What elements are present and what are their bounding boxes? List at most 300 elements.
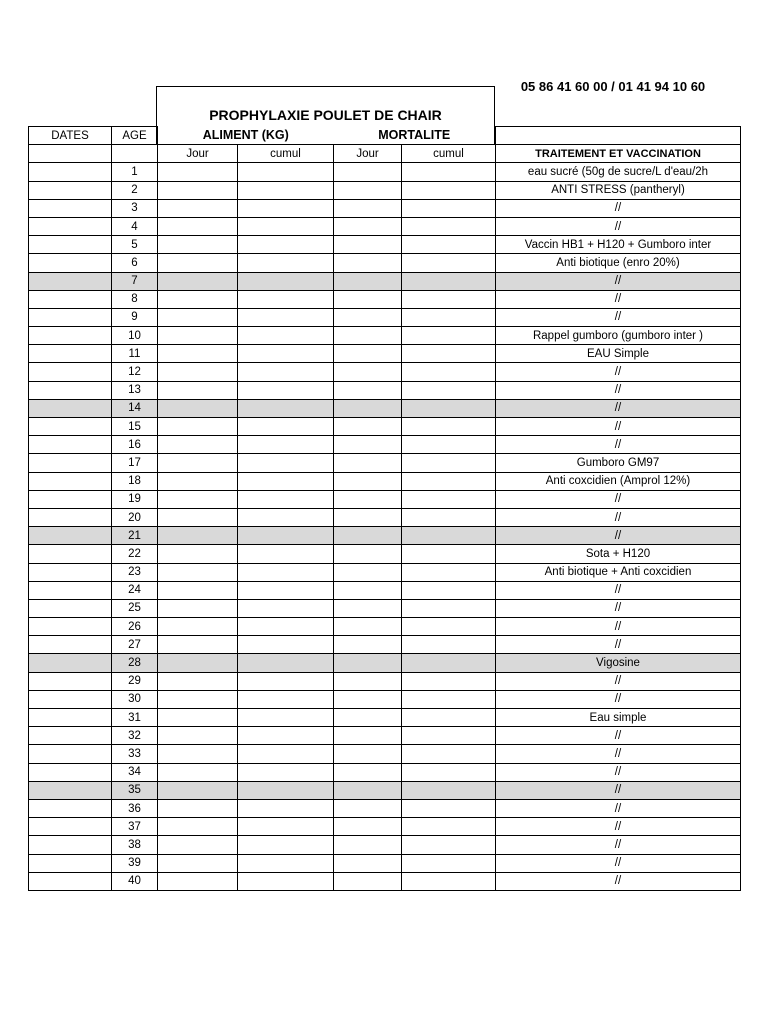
aliment-cumul-cell [238, 727, 334, 745]
mortalite-jour-cell [334, 599, 402, 617]
aliment-jour-cell [158, 545, 238, 563]
treatment-cell: Sota + H120 [496, 545, 741, 563]
mortalite-jour-cell [334, 836, 402, 854]
table-row [29, 854, 741, 872]
aliment-jour-cell [158, 654, 238, 672]
table-row [29, 781, 741, 799]
table-row [29, 581, 741, 599]
aliment-cumul-cell [238, 363, 334, 381]
treatment-cell: // [496, 799, 741, 817]
date-cell [29, 563, 112, 581]
mortalite-jour-cell [334, 199, 402, 217]
table-row [29, 472, 741, 490]
aliment-jour-cell [158, 454, 238, 472]
aliment-jour-header: Jour [158, 145, 238, 163]
age-cell: 26 [112, 618, 158, 636]
date-cell [29, 181, 112, 199]
aliment-jour-cell [158, 199, 238, 217]
aliment-cumul-cell [238, 418, 334, 436]
age-cell: 7 [112, 272, 158, 290]
table-row [29, 618, 741, 636]
treatment-cell: Rappel gumboro (gumboro inter ) [496, 327, 741, 345]
aliment-jour-cell [158, 217, 238, 235]
aliment-jour-cell [158, 381, 238, 399]
aliment-cumul-cell [238, 381, 334, 399]
treatment-cell: Vaccin HB1 + H120 + Gumboro inter [496, 236, 741, 254]
mortalite-jour-cell [334, 454, 402, 472]
mortalite-jour-cell [334, 672, 402, 690]
aliment-cumul-cell [238, 527, 334, 545]
age-cell: 14 [112, 399, 158, 417]
treatment-cell: // [496, 527, 741, 545]
mortalite-cumul-cell [402, 763, 496, 781]
aliment-jour-cell [158, 872, 238, 890]
treatment-cell: Eau simple [496, 709, 741, 727]
aliment-cumul-cell [238, 618, 334, 636]
mortalite-jour-cell [334, 709, 402, 727]
age-cell: 36 [112, 799, 158, 817]
aliment-cumul-cell [238, 345, 334, 363]
header-row-1 [29, 127, 741, 145]
mortalite-jour-cell [334, 490, 402, 508]
treatment-cell: // [496, 818, 741, 836]
mortalite-cumul-cell [402, 618, 496, 636]
table-row [29, 345, 741, 363]
mortalite-jour-cell [334, 327, 402, 345]
treatment-cell: // [496, 727, 741, 745]
table-row [29, 290, 741, 308]
aliment-cumul-cell [238, 763, 334, 781]
table-row [29, 799, 741, 817]
date-cell [29, 363, 112, 381]
mortalite-jour-cell [334, 636, 402, 654]
age-cell: 20 [112, 508, 158, 526]
header-row-2 [29, 145, 741, 163]
mortalite-cumul-cell [402, 854, 496, 872]
treatment-cell: // [496, 836, 741, 854]
age-cell: 5 [112, 236, 158, 254]
mortalite-jour-cell [334, 308, 402, 326]
treatment-cell: // [496, 690, 741, 708]
treatment-cell: // [496, 508, 741, 526]
dates-subheader [29, 145, 112, 163]
mortalite-jour-cell [334, 508, 402, 526]
aliment-jour-cell [158, 636, 238, 654]
age-cell: 11 [112, 345, 158, 363]
mortalite-cumul-cell [402, 345, 496, 363]
treatment-cell: Gumboro GM97 [496, 454, 741, 472]
age-cell: 19 [112, 490, 158, 508]
mortalite-jour-cell [334, 581, 402, 599]
table-row [29, 454, 741, 472]
table-row [29, 181, 741, 199]
treatment-cell: // [496, 399, 741, 417]
table-row [29, 872, 741, 890]
table-row [29, 363, 741, 381]
treatment-cell: // [496, 599, 741, 617]
aliment-cumul-cell [238, 690, 334, 708]
date-cell [29, 308, 112, 326]
aliment-jour-cell [158, 363, 238, 381]
treatment-cell: // [496, 636, 741, 654]
age-cell: 28 [112, 654, 158, 672]
treatment-cell: // [496, 781, 741, 799]
mortalite-cumul-cell [402, 581, 496, 599]
date-cell [29, 418, 112, 436]
age-cell: 27 [112, 636, 158, 654]
mortalite-jour-cell [334, 545, 402, 563]
table-row [29, 399, 741, 417]
treatment-header: TRAITEMENT ET VACCINATION [496, 145, 741, 163]
treatment-cell: Anti biotique + Anti coxcidien [496, 563, 741, 581]
aliment-jour-cell [158, 672, 238, 690]
aliment-jour-cell [158, 472, 238, 490]
table-row [29, 272, 741, 290]
age-cell: 31 [112, 709, 158, 727]
age-cell: 6 [112, 254, 158, 272]
aliment-cumul-cell [238, 818, 334, 836]
age-cell: 16 [112, 436, 158, 454]
treatment-cell: Vigosine [496, 654, 741, 672]
mortalite-jour-cell [334, 254, 402, 272]
treatment-cell: // [496, 490, 741, 508]
date-cell [29, 199, 112, 217]
mortalite-jour-cell [334, 745, 402, 763]
mortalite-jour-cell [334, 418, 402, 436]
aliment-jour-cell [158, 272, 238, 290]
treatment-cell: // [496, 436, 741, 454]
aliment-cumul-cell [238, 290, 334, 308]
aliment-jour-cell [158, 745, 238, 763]
aliment-cumul-cell [238, 508, 334, 526]
age-cell: 24 [112, 581, 158, 599]
mortalite-jour-cell [334, 781, 402, 799]
table-row [29, 490, 741, 508]
mortalite-cumul-cell [402, 236, 496, 254]
table-row [29, 163, 741, 181]
table-row [29, 381, 741, 399]
mortalite-cumul-cell [402, 399, 496, 417]
mortalite-jour-cell [334, 363, 402, 381]
date-cell [29, 527, 112, 545]
age-cell: 4 [112, 217, 158, 235]
mortalite-jour-cell [334, 290, 402, 308]
age-cell: 3 [112, 199, 158, 217]
age-cell: 12 [112, 363, 158, 381]
mortalite-jour-cell [334, 399, 402, 417]
age-cell: 39 [112, 854, 158, 872]
date-cell [29, 545, 112, 563]
aliment-cumul-cell [238, 636, 334, 654]
prophylaxis-table [28, 126, 741, 891]
mortalite-cumul-cell [402, 527, 496, 545]
date-cell [29, 290, 112, 308]
table-row [29, 418, 741, 436]
table-row [29, 745, 741, 763]
table-row [29, 599, 741, 617]
table-row [29, 436, 741, 454]
aliment-cumul-header: cumul [238, 145, 334, 163]
date-cell [29, 672, 112, 690]
mortalite-cumul-cell [402, 308, 496, 326]
aliment-jour-cell [158, 308, 238, 326]
aliment-jour-cell [158, 836, 238, 854]
table-row [29, 709, 741, 727]
date-cell [29, 399, 112, 417]
mortalite-cumul-cell [402, 636, 496, 654]
treatment-cell: // [496, 581, 741, 599]
treatment-cell: ANTI STRESS (pantheryl) [496, 181, 741, 199]
date-cell [29, 381, 112, 399]
mortalite-cumul-cell [402, 745, 496, 763]
table-row [29, 836, 741, 854]
aliment-jour-cell [158, 327, 238, 345]
age-header: AGE [112, 127, 158, 145]
treatment-cell: // [496, 272, 741, 290]
age-cell: 13 [112, 381, 158, 399]
aliment-cumul-cell [238, 199, 334, 217]
treatment-cell: // [496, 854, 741, 872]
mortalite-jour-cell [334, 436, 402, 454]
aliment-cumul-cell [238, 599, 334, 617]
age-cell: 2 [112, 181, 158, 199]
phone-numbers: 05 86 41 60 00 / 01 41 94 10 60 [520, 79, 706, 94]
age-cell: 10 [112, 327, 158, 345]
aliment-jour-cell [158, 763, 238, 781]
mortalite-header: MORTALITE [334, 127, 496, 145]
aliment-jour-cell [158, 527, 238, 545]
date-cell [29, 472, 112, 490]
aliment-cumul-cell [238, 472, 334, 490]
aliment-cumul-cell [238, 454, 334, 472]
mortalite-jour-cell [334, 690, 402, 708]
table-row [29, 527, 741, 545]
mortalite-cumul-cell [402, 181, 496, 199]
aliment-cumul-cell [238, 654, 334, 672]
aliment-cumul-cell [238, 236, 334, 254]
table-row [29, 763, 741, 781]
page-title: PROPHYLAXIE POULET DE CHAIR [209, 107, 442, 123]
aliment-jour-cell [158, 399, 238, 417]
aliment-cumul-cell [238, 545, 334, 563]
date-cell [29, 599, 112, 617]
age-cell: 15 [112, 418, 158, 436]
date-cell [29, 508, 112, 526]
mortalite-jour-cell [334, 727, 402, 745]
mortalite-cumul-cell [402, 472, 496, 490]
mortalite-cumul-cell [402, 272, 496, 290]
treatment-cell: // [496, 381, 741, 399]
mortalite-cumul-cell [402, 672, 496, 690]
age-cell: 23 [112, 563, 158, 581]
aliment-jour-cell [158, 181, 238, 199]
date-cell [29, 436, 112, 454]
mortalite-cumul-cell [402, 545, 496, 563]
aliment-cumul-cell [238, 181, 334, 199]
date-cell [29, 799, 112, 817]
date-cell [29, 581, 112, 599]
aliment-jour-cell [158, 436, 238, 454]
aliment-jour-cell [158, 563, 238, 581]
mortalite-cumul-cell [402, 327, 496, 345]
aliment-cumul-cell [238, 308, 334, 326]
aliment-jour-cell [158, 490, 238, 508]
mortalite-cumul-cell [402, 163, 496, 181]
treatment-cell: // [496, 308, 741, 326]
mortalite-cumul-cell [402, 709, 496, 727]
mortalite-jour-cell [334, 563, 402, 581]
aliment-jour-cell [158, 236, 238, 254]
age-cell: 34 [112, 763, 158, 781]
table-row [29, 236, 741, 254]
aliment-jour-cell [158, 599, 238, 617]
aliment-jour-cell [158, 163, 238, 181]
aliment-jour-cell [158, 581, 238, 599]
age-subheader [112, 145, 158, 163]
treatment-cell: Anti coxcidien (Amprol 12%) [496, 472, 741, 490]
treatment-cell: EAU Simple [496, 345, 741, 363]
mortalite-jour-cell [334, 618, 402, 636]
date-cell [29, 836, 112, 854]
mortalite-jour-cell [334, 381, 402, 399]
date-cell [29, 254, 112, 272]
treatment-cell: Anti biotique (enro 20%) [496, 254, 741, 272]
table-row [29, 217, 741, 235]
table-row [29, 654, 741, 672]
mortalite-cumul-cell [402, 217, 496, 235]
mortalite-jour-cell [334, 799, 402, 817]
age-cell: 37 [112, 818, 158, 836]
aliment-jour-cell [158, 290, 238, 308]
mortalite-cumul-cell [402, 836, 496, 854]
age-cell: 40 [112, 872, 158, 890]
aliment-jour-cell [158, 418, 238, 436]
mortalite-cumul-cell [402, 381, 496, 399]
table-row [29, 727, 741, 745]
age-cell: 17 [112, 454, 158, 472]
mortalite-cumul-cell [402, 563, 496, 581]
aliment-header: ALIMENT (KG) [158, 127, 334, 145]
dates-header: DATES [29, 127, 112, 145]
mortalite-cumul-cell [402, 363, 496, 381]
mortalite-jour-cell [334, 272, 402, 290]
age-cell: 32 [112, 727, 158, 745]
treatment-cell: // [496, 745, 741, 763]
age-cell: 21 [112, 527, 158, 545]
age-cell: 38 [112, 836, 158, 854]
aliment-cumul-cell [238, 854, 334, 872]
aliment-cumul-cell [238, 872, 334, 890]
treatment-cell: eau sucré (50g de sucre/L d'eau/2h [496, 163, 741, 181]
aliment-cumul-cell [238, 563, 334, 581]
mortalite-jour-cell [334, 345, 402, 363]
aliment-jour-cell [158, 727, 238, 745]
date-cell [29, 763, 112, 781]
aliment-cumul-cell [238, 781, 334, 799]
date-cell [29, 781, 112, 799]
aliment-cumul-cell [238, 327, 334, 345]
age-cell: 1 [112, 163, 158, 181]
table-row [29, 672, 741, 690]
date-cell [29, 745, 112, 763]
mortalite-cumul-cell [402, 490, 496, 508]
table-row [29, 545, 741, 563]
aliment-cumul-cell [238, 490, 334, 508]
aliment-jour-cell [158, 799, 238, 817]
date-cell [29, 345, 112, 363]
aliment-cumul-cell [238, 581, 334, 599]
mortalite-jour-cell [334, 854, 402, 872]
table-row [29, 690, 741, 708]
age-cell: 29 [112, 672, 158, 690]
mortalite-cumul-cell [402, 508, 496, 526]
aliment-cumul-cell [238, 709, 334, 727]
mortalite-jour-cell [334, 217, 402, 235]
aliment-jour-cell [158, 345, 238, 363]
mortalite-cumul-cell [402, 781, 496, 799]
aliment-jour-cell [158, 854, 238, 872]
date-cell [29, 454, 112, 472]
mortalite-jour-cell [334, 527, 402, 545]
mortalite-cumul-cell [402, 818, 496, 836]
treatment-cell: // [496, 672, 741, 690]
mortalite-cumul-cell [402, 727, 496, 745]
table-row [29, 563, 741, 581]
date-cell [29, 490, 112, 508]
aliment-cumul-cell [238, 217, 334, 235]
age-cell: 8 [112, 290, 158, 308]
mortalite-cumul-cell [402, 690, 496, 708]
date-cell [29, 236, 112, 254]
mortalite-jour-cell [334, 236, 402, 254]
mortalite-jour-header: Jour [334, 145, 402, 163]
date-cell [29, 872, 112, 890]
age-cell: 33 [112, 745, 158, 763]
aliment-jour-cell [158, 618, 238, 636]
age-cell: 30 [112, 690, 158, 708]
aliment-jour-cell [158, 254, 238, 272]
date-cell [29, 709, 112, 727]
age-cell: 25 [112, 599, 158, 617]
aliment-jour-cell [158, 690, 238, 708]
date-cell [29, 854, 112, 872]
mortalite-cumul-cell [402, 654, 496, 672]
aliment-cumul-cell [238, 163, 334, 181]
treatment-header-spacer [496, 127, 741, 145]
mortalite-cumul-cell [402, 199, 496, 217]
treatment-cell: // [496, 418, 741, 436]
aliment-jour-cell [158, 709, 238, 727]
aliment-cumul-cell [238, 836, 334, 854]
mortalite-cumul-header: cumul [402, 145, 496, 163]
mortalite-jour-cell [334, 163, 402, 181]
mortalite-jour-cell [334, 872, 402, 890]
age-cell: 9 [112, 308, 158, 326]
mortalite-jour-cell [334, 181, 402, 199]
age-cell: 35 [112, 781, 158, 799]
treatment-cell: // [496, 763, 741, 781]
table-row [29, 818, 741, 836]
date-cell [29, 618, 112, 636]
table-row [29, 199, 741, 217]
aliment-cumul-cell [238, 672, 334, 690]
date-cell [29, 818, 112, 836]
treatment-cell: // [496, 290, 741, 308]
mortalite-jour-cell [334, 472, 402, 490]
mortalite-cumul-cell [402, 599, 496, 617]
date-cell [29, 636, 112, 654]
treatment-cell: // [496, 217, 741, 235]
